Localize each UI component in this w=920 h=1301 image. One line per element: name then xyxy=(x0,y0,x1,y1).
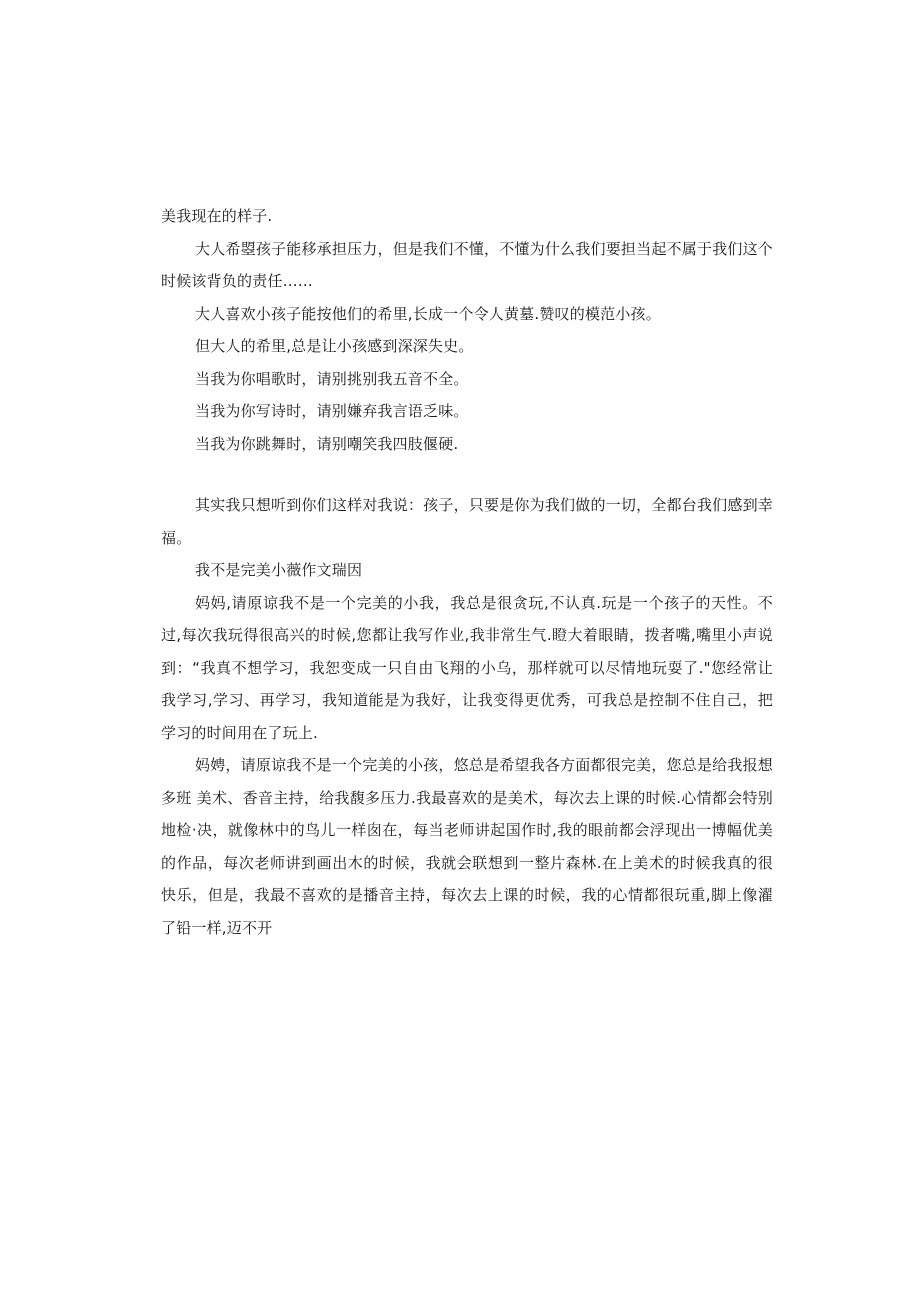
paragraph-wish: 其实我只想听到你们这样对我说：孩子，只要是你为我们做的一切，全都台我们感到幸福。 xyxy=(161,496,773,547)
paragraph-poetry: 当我为你写诗时，请别嫌弃我言语乏味。 xyxy=(195,402,469,420)
paragraph-dancing: 当我为你跳舞时，请别嘲笑我四肢偃硬. xyxy=(195,434,459,453)
paragraph-disappointment: 但大人的希里,总是让小孩感到深深失史。 xyxy=(195,337,474,355)
paragraph-model-child: 大人喜欢小孩子能按他们的希里,长成一个令人黄墓.赞叹的模范小孩。 xyxy=(195,304,661,323)
essay-body xyxy=(161,200,773,944)
paragraph-singing: 当我为你唱歌时，请别挑别我五音不全。 xyxy=(195,369,469,388)
paragraph-continuation: 美我现在的样子. xyxy=(161,207,273,225)
paragraph-classes: 妈娉，请原谅我不是一个完美的小孩，悠总是希望我各方面都很完美，您总是给我报想多班 美术、香音主持，给我馥多压力.我最喜欢的是美术，每次去上课的时候.心情都会特别地检·决，就像林中的鸟儿一样囱在，每当老师讲起国作时,我的眼前都会浮现出一博幅优美的作品，每次老师讲到画出木的时候，我就会联想到一整片森林.在上美术的时候我真的很快乐，但是，我最不喜欢的是播音主持，每次去上课的时候，我的心情都很玩重,脚上像濯了铅一样,迈不开 xyxy=(161,756,773,937)
essay-title: 我不是完美小薇作文瑞因 xyxy=(195,561,363,579)
paragraph-playful: 妈妈,请原谅我不是一个完美的小我，我总是很贪玩,不认真.玩是一个孩子的天性。不过,每次我玩得很高兴的时候,您都让我写作业,我非常生气.瞪大着眼睛，拨者嘴,嘴里小声说到：“我真不想学习，我恕变成一只自由飞翔的小乌，那样就可以尽情地玩耍了."您经常让我学习,学习、再学习，我知道能是为我好，让我变得更优秀，可我总是控制不住自己，把学习的时间用在了玩上. xyxy=(161,593,773,742)
paragraph-spacer xyxy=(161,460,773,489)
paragraph-pressure: 大人希曌孩子能移承担压力，但是我们不懂，不懂为什么我们要担当起不属于我们这个时候该背负的责任…… xyxy=(161,239,773,290)
